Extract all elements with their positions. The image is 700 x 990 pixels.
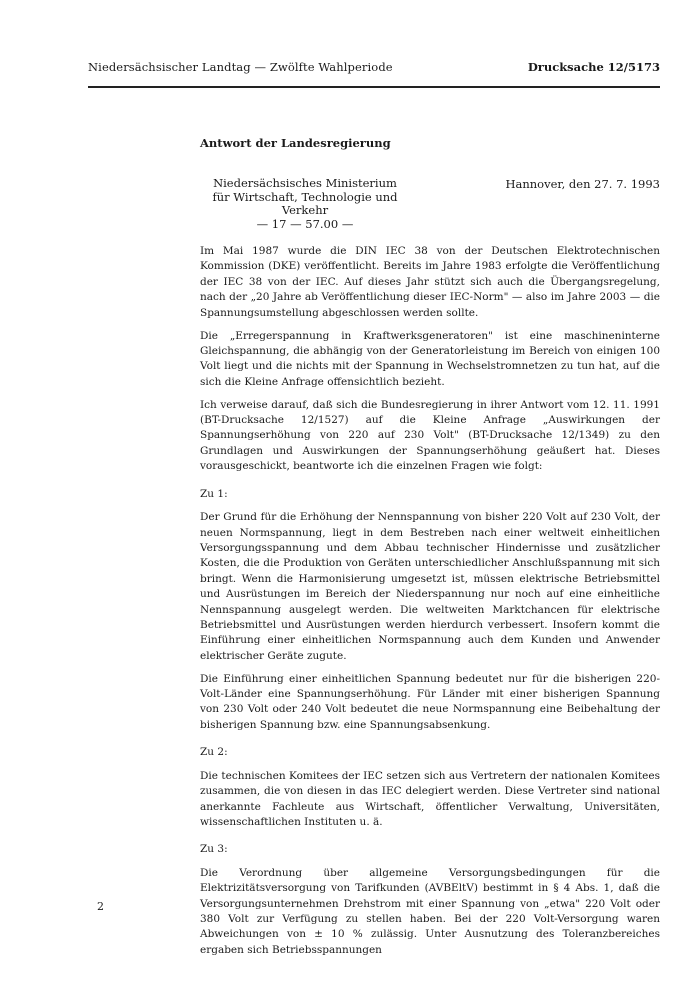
document-title: Antwort der Landesregierung bbox=[200, 136, 391, 150]
sender-line-1: Niedersächsisches Ministerium bbox=[213, 176, 397, 190]
intro-paragraph-3: Ich verweise darauf, daß sich die Bundesregierung in ihrer Antwort vom 12. 11. 1991 (BT-Drucksache 12/1527) auf die Kleine Anfrage „Auswirkungen der Spannungserhöhung von 220 auf 230 Volt" (BT-Drucksache 12/1349) zu den Grundlagen und Auswirkungen der Spannungserhöhung geäußert hat. Dieses vorausgeschickt, beantworte ich die einzelnen Fragen wie folgt: bbox=[200, 398, 660, 473]
date-line: Hannover, den 27. 7. 1993 bbox=[505, 177, 660, 191]
header-rule bbox=[88, 86, 660, 88]
intro-paragraph-1: Im Mai 1987 wurde die DIN IEC 38 von der Deutschen Elektrotechnischen Kommission (DKE) veröffentlicht. Bereits im Jahre 1983 erfolgte die Veröffentlichung der IEC 38 von der IEC. Auf dieses Jahr stützt sich auch die Übergangsregelung, nach der „20 Jahre ab Veröffentlichung dieser IEC-Norm" — also im Jahre 2003 — die Spannungsumstellung abgeschlossen werden sollte. bbox=[200, 245, 660, 319]
section-heading-zu-2: Zu 2: bbox=[200, 746, 228, 759]
section-heading-zu-3: Zu 3: bbox=[200, 843, 228, 856]
document-body bbox=[200, 244, 660, 966]
zu-2-paragraph-1: Die technischen Komitees der IEC setzen sich aus Vertretern der nationalen Komitees zusammen, die von diesen in das IEC delegiert werden. Diese Vertreter sind national anerkannte Fachleute aus Wirtschaft, öffentlicher Verwaltung, Universitäten, wissenschaftlichen Instituten u. ä. bbox=[200, 769, 660, 828]
intro-paragraph-2: Die „Erregerspannung in Kraftwerksgeneratoren" ist eine maschineninterne Gleichspannung, die abhängig von der Generatorleistung im Bereich von einigen 100 Volt liegt und die nichts mit der Spannung in Wechselstromnetzen zu tun hat, auf die sich die Kleine Anfrage offensichtlich bezieht. bbox=[200, 329, 660, 388]
sender-block bbox=[200, 177, 410, 231]
sender-line-3: — 17 — 57.00 — bbox=[256, 216, 354, 231]
page-number: 2 bbox=[97, 900, 104, 913]
zu-1-paragraph-1: Der Grund für die Erhöhung der Nennspannung von bisher 220 Volt auf 230 Volt, der neuen Normspannung, liegt in dem Bestreben nach einer weltweit einheitlichen Versorgungsspannung und dem Abbau technischer Hindernisse und zusätzlicher Kosten, die die Produktion von Geräten unterschiedlicher Anschlußspannung mit sich bringt. Wenn die Harmonisierung umgesetzt ist, müssen elektrische Betriebsmittel und Ausrüstungen im Bereich der Niederspannung nur noch auf eine einheitliche Nennspannung ausgelegt werden. Die weltweiten Marktchancen für elektrische Betriebsmittel und Ausrüstungen werden hierdurch verbessert. Insofern kommt die Einführung einer einheitlichen Normspannung auch dem Kunden und Anwender elektrischer Geräte zugute. bbox=[200, 511, 660, 662]
section-heading-zu-1: Zu 1: bbox=[200, 487, 228, 500]
zu-3-paragraph-1: Die Verordnung über allgemeine Versorgungsbedingungen für die Elektrizitätsversorgung von Tarifkunden (AVBEltV) bestimmt in § 4 Abs. 1, daß die Versorgungsunternehmen Drehstrom mit einer Spannung von „etwa" 220 Volt oder 380 Volt zur Verfügung zu stellen haben. Bei der 220 Volt-Versorgung waren Abweichungen von ± 10 % zulässig. Unter Ausnutzung des Toleranzbereiches ergaben sich Betriebsspannungen bbox=[200, 866, 660, 956]
running-header-left: Niedersächsischer Landtag — Zwölfte Wahlperiode bbox=[88, 60, 393, 74]
sender-line-2: für Wirtschaft, Technologie und Verkehr bbox=[212, 189, 398, 217]
zu-1-paragraph-2: Die Einführung einer einheitlichen Spannung bedeutet nur für die bisherigen 220-Volt-Länder eine Spannungserhöhung. Für Länder mit einer bisherigen Spannung von 230 Volt oder 240 Volt bedeutet die neue Normspannung eine Beibehaltung der bisherigen Spannung bzw. eine Spannungsabsenkung. bbox=[200, 672, 660, 731]
document-number: Drucksache 12/5173 bbox=[527, 60, 660, 74]
